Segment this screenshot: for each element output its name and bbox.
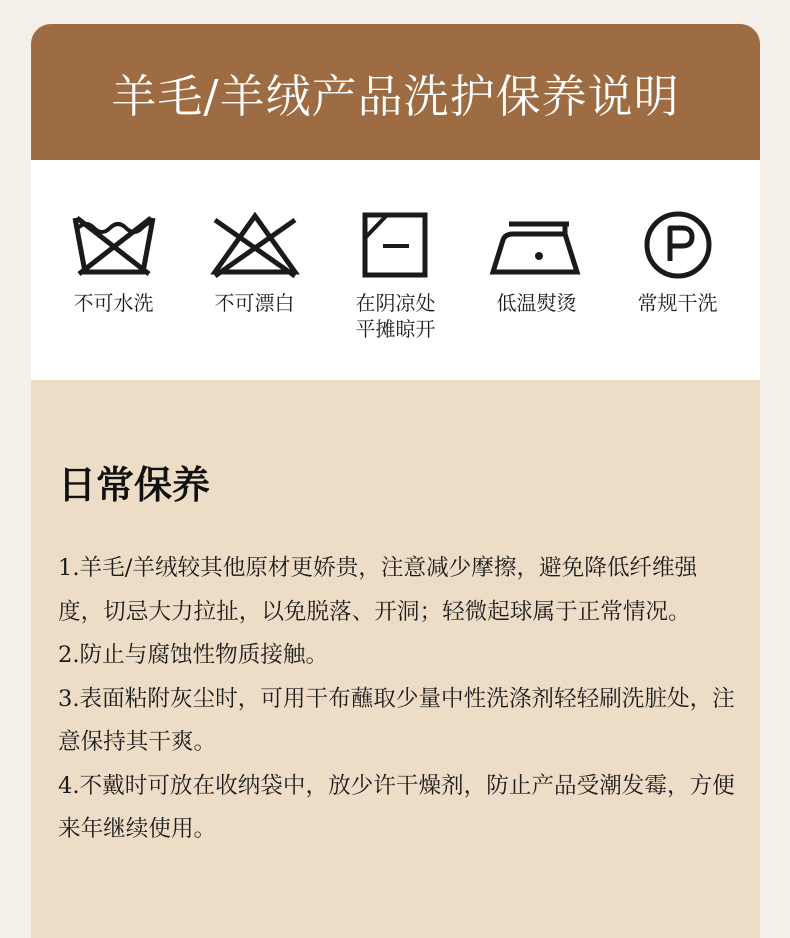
care-item-dry-clean bbox=[613, 160, 743, 316]
no-wash-icon bbox=[66, 210, 162, 280]
care-symbols-panel bbox=[31, 160, 760, 380]
care-item-no-wash bbox=[49, 160, 179, 316]
care-label: 在阴凉处 平摊晾开 bbox=[355, 291, 436, 341]
iron-low-icon bbox=[489, 210, 585, 280]
care-label: 不可水洗 bbox=[73, 291, 154, 315]
dry-flat-shade-icon bbox=[348, 210, 444, 280]
page-title: 羊毛/羊绒产品洗护保养说明 bbox=[111, 69, 680, 123]
care-instructions bbox=[58, 547, 738, 852]
daily-care-section bbox=[31, 380, 760, 852]
care-card bbox=[31, 24, 760, 938]
care-label: 低温熨烫 bbox=[496, 291, 577, 315]
care-item-no-bleach bbox=[190, 160, 320, 316]
section-title: 日常保养 bbox=[58, 462, 211, 507]
dry-clean-p-icon bbox=[630, 210, 726, 280]
care-label: 不可漂白 bbox=[214, 291, 295, 315]
instruction-paragraph: 1.羊毛/羊绒较其他原材更娇贵，注意减少摩擦，避免降低纤维强度，切忌大力拉扯，以免脱落、开洞；轻微起球属于正常情况。 bbox=[58, 555, 698, 625]
care-item-dry-flat-shade bbox=[331, 160, 461, 342]
instruction-paragraph: 4.不戴时可放在收纳袋中，放少许干燥剂，防止产品受潮发霉，方便来年继续使用。 bbox=[58, 772, 735, 842]
care-item-iron-low bbox=[472, 160, 602, 316]
header-banner bbox=[31, 24, 760, 160]
instruction-paragraph: 2.防止与腐蚀性物质接触。 bbox=[58, 642, 329, 668]
no-bleach-icon bbox=[207, 210, 303, 280]
instruction-paragraph: 3.表面粘附灰尘时，可用干布蘸取少量中性洗涤剂轻轻刷洗脏处，注意保持其干爽。 bbox=[58, 685, 735, 755]
care-label: 常规干洗 bbox=[637, 291, 718, 315]
